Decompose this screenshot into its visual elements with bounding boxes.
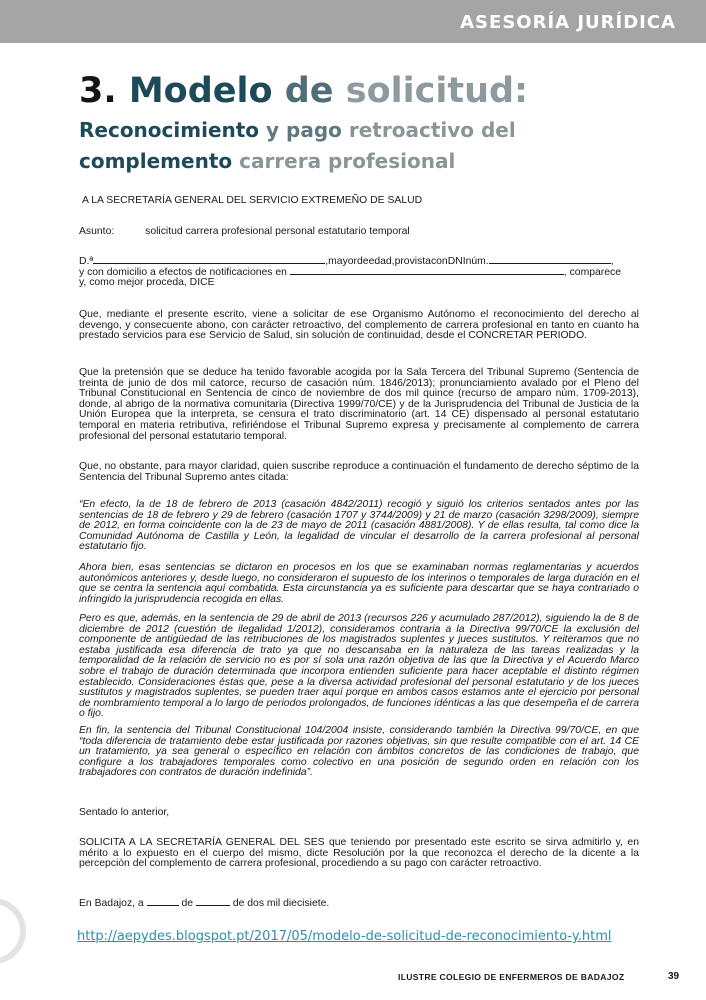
page-number: 39 [668, 971, 680, 982]
addressee: A LA SECRETARÍA GENERAL DEL SERVICIO EXTREMEÑO DE SALUD [82, 195, 423, 206]
signature-line [79, 899, 639, 910]
quote-1: “En efecto, la de 18 de febrero de 2013 (casación 4842/2011) recogió y siguió los criterios sentados antes por las sentencias de 18 de febrero y 29 de febrero (casación 1707 y 3744/2009) y 21 de marzo (casación 3298/2009), siempre de 2012, en forma coincidente con la de 23 de mayo de 2011 (casación 4881/2008). Y de ellas resulta, tal como dice la Comunidad Autónoma de Castilla y León, la legalidad de vincular el desarrollo de la carrera profesional al personal estatutario fijo. [79, 499, 639, 553]
page-subtitle [79, 115, 639, 177]
subject-text: solicitud carrera profesional personal estatutario temporal [145, 226, 410, 237]
quote-4: En fin, la sentencia del Tribunal Constitucional 104/2004 insiste, considerando también la Directiva 99/70/CE, en que “toda diferencia de tratamiento debe estar justificada por razones objetivas, sin que resulte compatible con el art. 14 CE un tratamiento, ya sea general o específico en relación con ámbitos concretos de las condiciones de trabajo, que configure a los trabajadores temporales como colectivo en una posición de segundo orden en relación con los trabajadores con contratos de duración indefinida”. [79, 725, 639, 779]
domicile-blank[interactable] [290, 274, 564, 275]
subtitle-part-2: y pago [266, 118, 342, 142]
page-title [79, 68, 528, 114]
form-comparece-text: , comparece [563, 266, 622, 278]
subject-label: Asunto: [79, 226, 115, 237]
dni-blank[interactable] [489, 263, 611, 264]
paragraph-1: Que, mediante el presente escrito, viene a solicitar de ese Organismo Autónomo el reconocimiento del derecho al devengo, y consecuente abono, con carácter retroactivo, del complemento de carrera profesional en tanto en cuanto ha prestado servicios para ese Servicio de Salud, sin solución de continuidad, desde el CONCRETAR PERIODO. [79, 309, 639, 342]
subtitle-part-4: complemento [79, 149, 233, 173]
day-blank[interactable] [147, 905, 179, 906]
request-paragraph: SOLICITA A LA SECRETARÍA GENERAL DEL SES que teniendo por presentado este escrito se sirva admitirlo y, en mérito a lo expuesto en el cuerpo del mismo, dicte Resolución por la que reconozca el derecho de la dicente a la percepción del complemento de carrera profesional, procediendo a su pago con carácter retroactivo. [79, 837, 639, 870]
personal-data-form: D.ª ,mayordeedad,provistaconDNInúm. , y con domicilio a efectos de notificaciones en , comparece y, como mejor proceda, DICE [79, 256, 622, 289]
form-dice-text: y, como mejor proceda, DICE [79, 277, 215, 289]
title-word-2: de [284, 71, 334, 111]
form-age-text: ,mayordeedad,provistaconDNInúm. [325, 256, 489, 267]
paragraph-3: Que, no obstante, para mayor claridad, quien suscribe reproduce a continuación el fundamento de derecho séptimo de la Sentencia del Tribunal Supremo antes citada: [79, 461, 639, 483]
title-word-3: solicitud: [345, 71, 529, 111]
footer-publisher: ILUSTRE COLEGIO DE ENFERMEROS DE BADAJOZ [398, 972, 625, 982]
month-blank[interactable] [196, 905, 230, 906]
decorative-circle [0, 898, 26, 964]
title-word-1: Modelo [128, 71, 273, 111]
form-da-label: D.ª [79, 256, 94, 267]
title-number: 3. [79, 71, 117, 111]
sign-end: de dos mil diecisiete. [232, 898, 330, 909]
paragraph-2: Que la pretensión que se deduce ha tenido favorable acogida por la Sala Tercera del Tribunal Supremo (Sentencia de treinta de junio de dos mil catorce, recurso de casación núm. 1846/2013); pronunciamiento avalado por el Pleno del Tribunal Constitucional en Sentencia de cinco de noviembre de dos mil quince (recurso de amparo núm. 1709-2013), donde, al abrigo de la normativa comunitaria (Directiva 1999/70/CE) y de la Jurisprudencia del Tribunal de Justicia de la Unión Europea que la interpreta, se censura el trato discriminatorio (art. 14 CE) dispensado al personal estatutario temporal en materia retributiva, refiriéndose el Tribunal Supremo expresa y precisamente al complemento de carrera profesional del personal estatutario temporal. [79, 367, 639, 442]
subtitle-part-5: carrera profesional [239, 149, 456, 173]
subtitle-part-1: Reconocimiento [79, 118, 260, 142]
source-link[interactable]: http://aepydes.blogspot.pt/2017/05/modelo-de-solicitud-de-reconocimiento-y.html [77, 929, 612, 944]
quote-3: Pero es que, además, en la sentencia de 29 de abril de 2013 (recursos 226 y acumulado 287/2012), siguiendo la de 8 de diciembre de 2012 (cuestión de ilegalidad 1/2012), consideramos contraria a la Directiva 99/70/CE la exclusión del componente de antigüedad de las retribuciones de los magistrados suplentes y jueces sustitutos. Y reiteramos que no estaba justificada esa diferencia de trato ya que no descansaba en la naturaleza de las tareas realizadas y la temporalidad de la relación de servicio no es por sí sola una razón objetiva de las que la Directiva y el Acuerdo Marco sobre el trabajo de duración determinada que incorpora entienden suficiente para hacer aceptable el distinto régimen establecido. Consideraciones éstas que, pese a la diversa actividad profesional del personal estatutario y de los jueces sustitutos y magistrados suplentes, se pueden traer aquí porque en ambos casos estamos ante el ejercicio por personal de nombramiento temporal a lo largo de periodos prolongados, de funciones idénticas a las que desempeña el de carrera o fijo. [79, 613, 639, 720]
section-label: ASESORÍA JURÍDICA [460, 12, 676, 33]
header-bar [0, 0, 706, 43]
paragraph-4: Sentado lo anterior, [79, 807, 170, 818]
subtitle-part-3: retroactivo del [348, 118, 516, 142]
quote-2: Ahora bien, esas sentencias se dictaron en procesos en los que se examinaban normas reglamentarias y acuerdos autonómicos anteriores y, desde luego, no consideraron el supuesto de los interinos o temporales de larga duración en el que se centra la sentencia aquí combatida. Esta circunstancia ya es suficiente para descartar que se haya contrariado o infringido la jurisprudencia recogida en ellas. [79, 562, 639, 605]
sign-place: En Badajoz, a [79, 898, 144, 909]
sign-de: de [181, 898, 194, 909]
form-domicile-text: y con domicilio a efectos de notificaciones en [79, 266, 287, 278]
subject-line [79, 227, 639, 238]
name-blank[interactable] [93, 263, 325, 264]
